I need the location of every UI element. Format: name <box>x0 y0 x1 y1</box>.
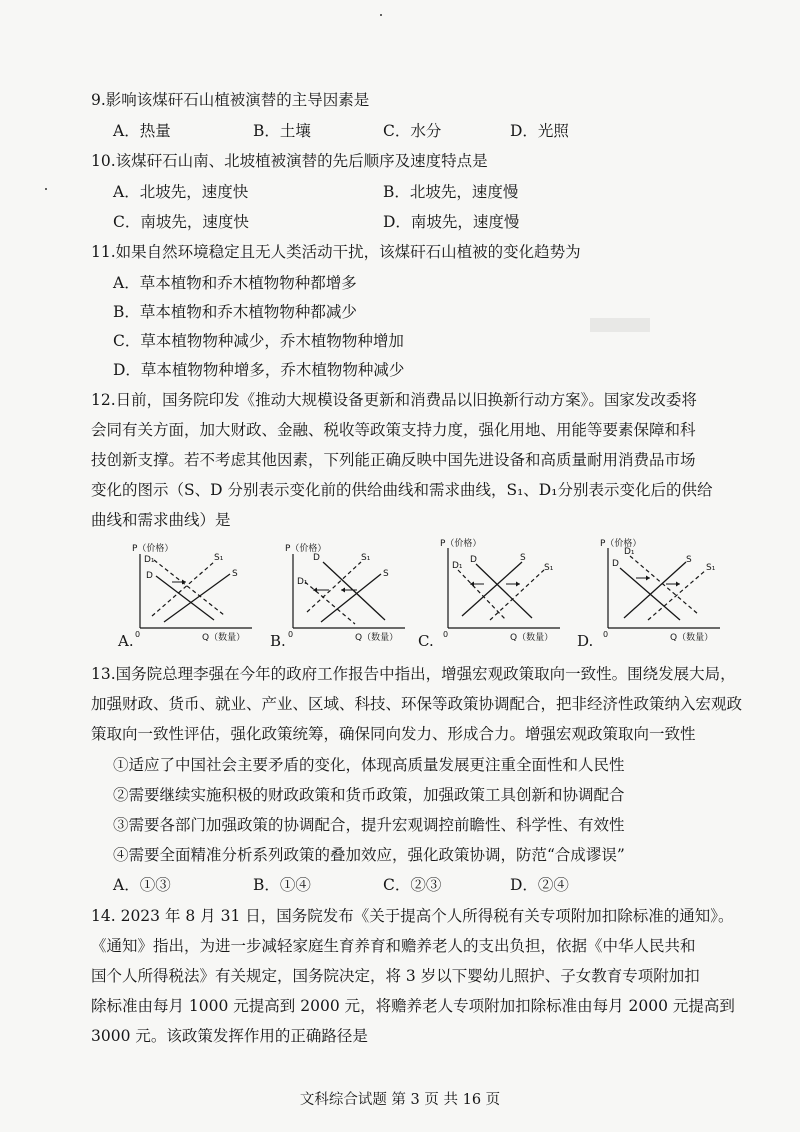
figure-d-s1-curve <box>648 570 706 620</box>
figure-c-p-label: P（价格） <box>440 539 482 549</box>
figure-d-label: D. <box>577 632 594 650</box>
figure-c-label: C. <box>418 632 434 650</box>
figure-b-d-label: D <box>313 553 320 563</box>
figure-a-s1-label: S₁ <box>214 553 224 563</box>
figure-b-d-shift-arrowhead <box>313 588 317 593</box>
figure-b-d1-curve <box>305 582 355 624</box>
figure-b-s1-label: S₁ <box>361 553 371 563</box>
figure-b-q-label: Q（数量） <box>355 633 399 643</box>
q12-line-5: 曲线和需求曲线）是 <box>91 511 231 529</box>
q14-line-5: 3000 元。该政策发挥作用的正确路径是 <box>91 1027 368 1045</box>
figure-d-s-shift-arrowhead <box>676 582 680 587</box>
figure-c-d1-label: D₁ <box>452 561 463 571</box>
q9-option-b: B．土壤 <box>253 122 311 140</box>
q14-line-2: 《通知》指出，为进一步减轻家庭生育养育和赡养老人的支出负担，依据《中华人民共和 <box>91 937 696 955</box>
figure-a-s-label: S <box>232 569 238 579</box>
figure-a-label: A. <box>118 632 134 650</box>
figure-c-d-label: D <box>470 555 477 565</box>
figure-d-d1-label: D₁ <box>624 547 635 557</box>
figure-c-s-label: S <box>520 553 526 563</box>
figure-a-s-curve <box>164 574 230 622</box>
scan-smudge <box>590 318 650 332</box>
q13-option-c: C．②③ <box>383 876 442 894</box>
q13-option-b: B．①④ <box>253 876 311 894</box>
figure-d-s-label: S <box>686 555 692 565</box>
q13-item-4: ④需要全面精准分析系列政策的叠加效应，强化政策协调，防范“合成谬误” <box>113 846 625 864</box>
q12-line-3: 技创新支撑。若不考虑其他因素，下列能正确反映中国先进设备和高质量耐用消费品市场 <box>91 451 696 469</box>
q10-option-a: A．北坡先，速度快 <box>113 183 249 201</box>
figure-b-label: B. <box>270 632 286 650</box>
scan-speck <box>380 14 382 16</box>
figure-c-s-shift-arrowhead <box>516 582 520 587</box>
q13-option-a: A．①③ <box>113 876 171 894</box>
q14-line-3: 国个人所得税法》有关规定，国务院决定，将 3 岁以下婴幼儿照护、子女教育专项附加扣 <box>91 967 700 985</box>
q11-option-d: D．草本植物物种增多，乔木植物物种减少 <box>113 361 405 379</box>
figure-a-p-label: P（价格） <box>132 544 174 554</box>
q10-option-c: C．南坡先，速度快 <box>113 213 249 231</box>
q13-options <box>113 874 773 896</box>
q9-option-c: C．水分 <box>383 122 442 140</box>
q13-item-3: ③需要各部门加强政策的协调配合，提升宏观调控前瞻性、科学性、有效性 <box>113 816 625 834</box>
figure-d-q-label: Q（数量） <box>670 633 714 643</box>
page-footer: 文科综合试题 第 3 页 共 16 页 <box>299 1092 501 1108</box>
figure-b-d1-label: D₁ <box>297 577 308 587</box>
q11-stem: 11.如果自然环境稳定且无人类活动干扰，该煤矸石山植被的变化趋势为 <box>91 243 581 261</box>
q14-line-1: 14. 2023 年 8 月 31 日，国务院发布《关于提高个人所得税有关专项附加扣除标准的通知》。 <box>91 907 734 925</box>
q10-options-row1 <box>113 181 773 203</box>
figure-d-d-shift-arrowhead <box>646 576 650 581</box>
figure-d-s1-label: S₁ <box>706 563 716 573</box>
figure-a <box>132 540 262 643</box>
figure-c-q-label: Q（数量） <box>510 633 554 643</box>
q10-options-row2 <box>113 211 773 233</box>
figure-a-d1-label: D₁ <box>144 555 155 565</box>
figure-d-d-label: D <box>612 559 619 569</box>
figure-a-d1-curve <box>154 560 224 615</box>
figure-d-origin: 0 <box>603 630 609 639</box>
q10-option-d: D．南坡先，速度慢 <box>383 213 520 231</box>
q13-option-d: D．②④ <box>510 876 569 894</box>
figure-b <box>285 540 415 643</box>
figure-b-s-label: S <box>383 569 389 579</box>
figure-a-q-label: Q（数量） <box>202 633 246 643</box>
figure-c-d-curve <box>476 564 532 618</box>
figure-a-origin: 0 <box>135 630 141 639</box>
scan-speck <box>45 188 47 190</box>
q10-stem: 10.该煤矸石山南、北坡植被演替的先后顺序及速度特点是 <box>91 152 488 170</box>
figure-b-s-shift-arrowhead <box>341 588 345 593</box>
figure-b-s1-curve <box>307 562 361 612</box>
q11-option-a: A．草本植物和乔木植物物种都增多 <box>113 274 357 292</box>
q10-option-b: B．北坡先，速度慢 <box>383 183 519 201</box>
q13-item-2: ②需要继续实施积极的财政政策和货币政策，加强政策工具创新和协调配合 <box>113 786 625 804</box>
q11-option-b: B．草本植物和乔木植物物种都减少 <box>113 303 357 321</box>
q9-option-a: A．热量 <box>113 122 171 140</box>
figure-c-d-shift-arrowhead <box>470 582 474 587</box>
q12-line-2: 会同有关方面，加大财政、金融、税收等政策支持力度，强化用地、用能等要素保障和科 <box>91 421 696 439</box>
figure-b-p-label: P（价格） <box>285 544 327 554</box>
figure-b-origin: 0 <box>288 630 294 639</box>
figure-c-s1-label: S₁ <box>544 563 554 573</box>
q9-options <box>113 120 773 142</box>
figure-d-s-curve <box>624 562 686 618</box>
figure-a-d-label: D <box>146 571 153 581</box>
figure-d <box>600 539 730 643</box>
figure-d-p-label: P（价格） <box>600 539 642 549</box>
figure-c-origin: 0 <box>443 630 449 639</box>
figure-c-s-curve <box>462 562 522 616</box>
q9-stem: 9.影响该煤矸石山植被演替的主导因素是 <box>91 91 370 109</box>
q14-line-4: 除标准由每月 1000 元提高到 2000 元，将赡养老人专项附加扣除标准由每月 2000 元提高到 <box>91 997 735 1015</box>
q13-item-1: ①适应了中国社会主要矛盾的变化，体现高质量发展更注重全面性和人民性 <box>113 756 625 774</box>
q13-line-1: 13.国务院总理李强在今年的政府工作报告中指出，增强宏观政策取向一致性。围绕发展大局， <box>91 665 736 683</box>
q12-line-4: 变化的图示（S、D 分别表示变化前的供给曲线和需求曲线，S₁、D₁分别表示变化后的供给 <box>91 481 713 499</box>
figure-b-d-curve <box>323 562 385 620</box>
figure-c <box>440 539 570 643</box>
q13-line-2: 加强财政、货币、就业、产业、区域、科技、环保等政策协调配合，把非经济性政策纳入宏观政 <box>91 695 743 713</box>
q13-line-3: 策取向一致性评估，强化政策统筹，确保同向发力、形成合力。增强宏观政策取向一致性 <box>91 725 696 743</box>
q11-option-c: C．草本植物物种减少，乔木植物物种增加 <box>113 332 404 350</box>
figure-b-s-curve <box>321 574 381 622</box>
q12-line-1: 12.日前，国务院印发《推动大规模设备更新和消费品以旧换新行动方案》。国家发改委将 <box>91 391 697 409</box>
q9-option-d: D．光照 <box>510 122 569 140</box>
